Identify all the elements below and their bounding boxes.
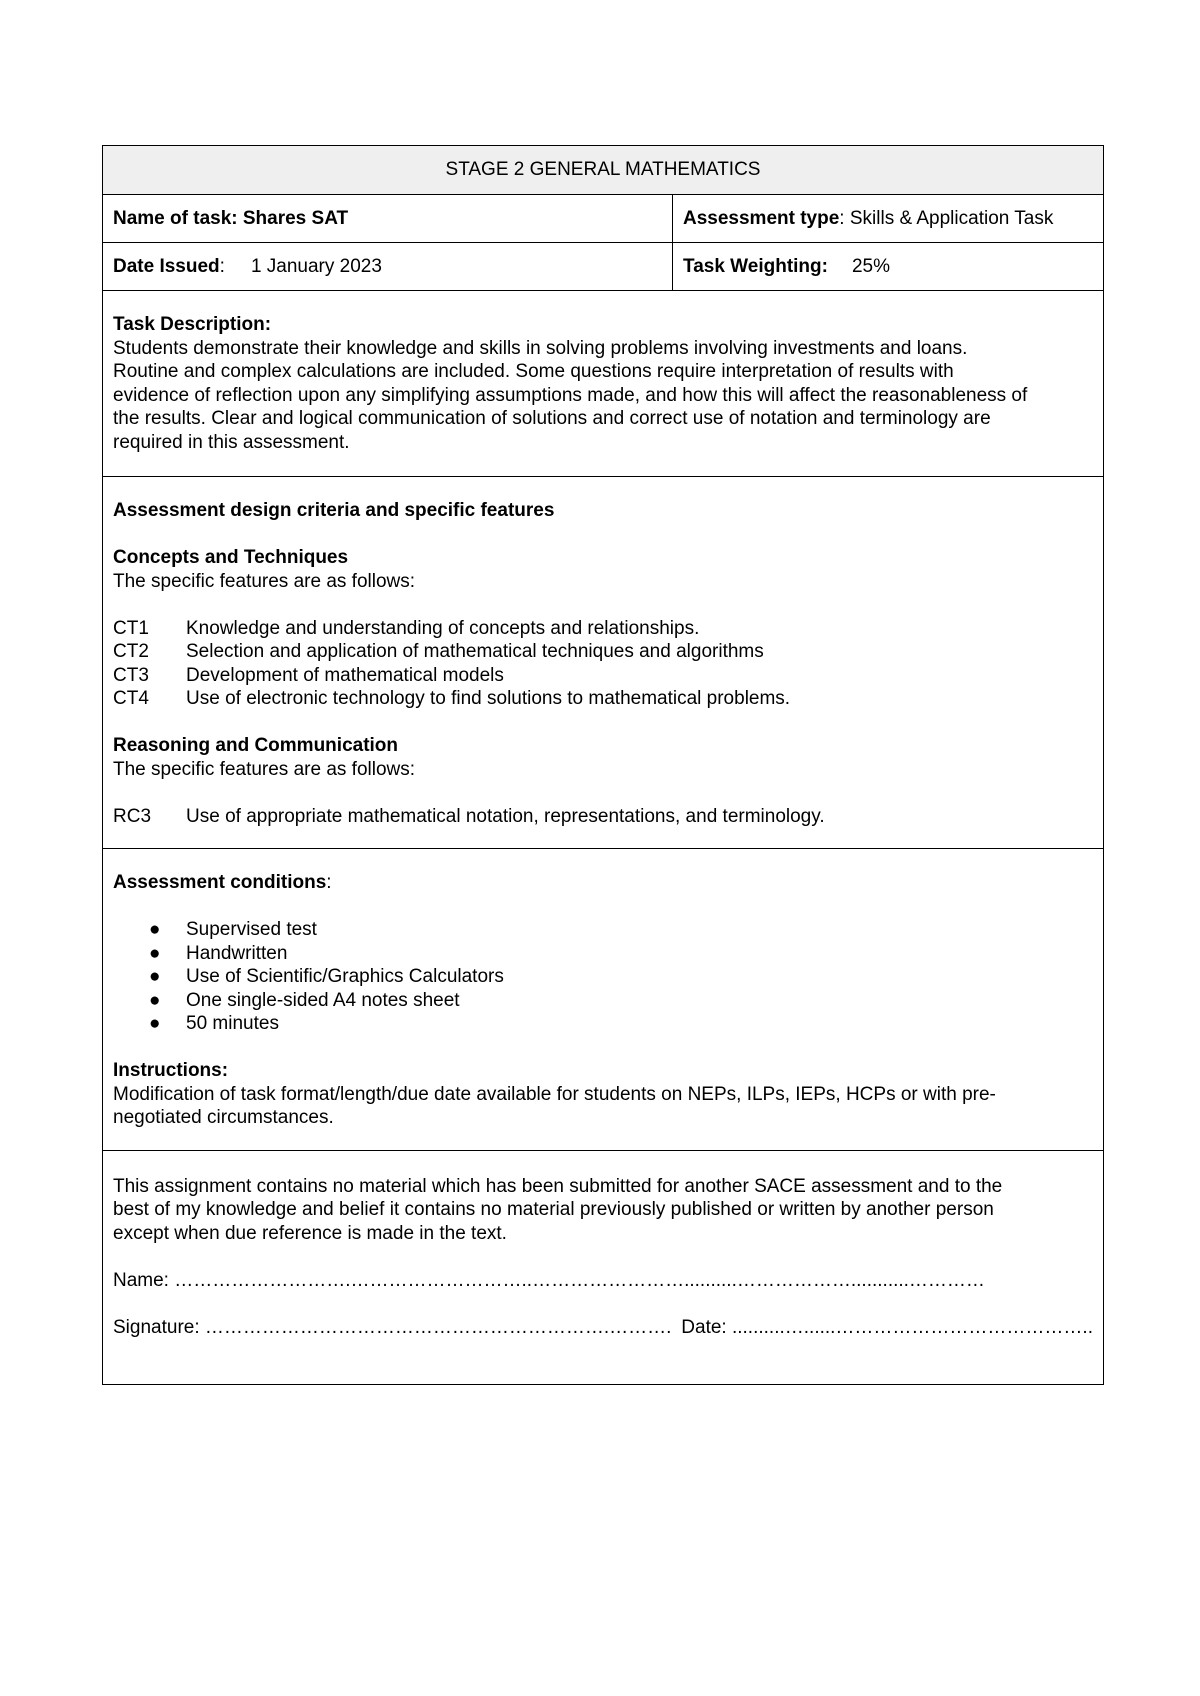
task-description-section (103, 291, 1103, 477)
criteria-item (113, 640, 1093, 664)
list-item (113, 1012, 1093, 1036)
date-issued-label: Date Issued (113, 255, 220, 277)
date-issued-cell (103, 243, 673, 290)
list-item (113, 989, 1093, 1013)
criteria-code: CT4 (113, 688, 149, 709)
date-field-line[interactable]: Date: ..........…......………………………………….. (681, 1316, 1093, 1338)
weighting-value: 25% (851, 255, 890, 277)
date-issued-colon: : (219, 255, 225, 277)
rc-heading: Reasoning and Communication (113, 735, 399, 756)
list-item (113, 918, 1093, 942)
list-item-text: Use of Scientific/Graphics Calculators (186, 966, 504, 987)
task-description-line: Students demonstrate their knowledge and skills in solving problems involving investments and loans. (113, 337, 968, 359)
declaration-section (103, 1151, 1103, 1384)
declaration-line: This assignment contains no material which has been submitted for another SACE assessment and to the (113, 1175, 1003, 1197)
bullet-icon: ● (149, 1013, 161, 1034)
bullet-icon: ● (149, 919, 161, 940)
bullet-icon: ● (149, 966, 161, 987)
date-issued-value: 1 January 2023 (250, 255, 382, 277)
bullet-icon: ● (149, 989, 161, 1011)
rc-intro: The specific features are as follows: (113, 758, 416, 780)
declaration-line: best of my knowledge and belief it contains no material previously published or written by another person (113, 1199, 994, 1220)
assessment-type-label: Assessment type (683, 207, 840, 229)
list-item (113, 965, 1093, 989)
criteria-text: Development of mathematical models (186, 664, 504, 686)
criteria-item (113, 617, 1093, 641)
task-info-row (103, 195, 1103, 243)
task-name-cell (103, 195, 673, 242)
criteria-text: Use of electronic technology to find solutions to mathematical problems. (186, 688, 791, 709)
list-item-text: 50 minutes (186, 1013, 279, 1034)
assessment-type-cell (673, 195, 1103, 242)
conditions-list (113, 918, 1093, 1036)
signature-field-line[interactable]: Signature: ……………………………………………………….………. (113, 1316, 672, 1338)
task-sheet (102, 145, 1104, 1385)
ct-intro: The specific features are as follows: (113, 570, 416, 592)
list-item-text: One single-sided A4 notes sheet (186, 989, 460, 1011)
conditions-heading-line (113, 871, 1093, 895)
page-title: STAGE 2 GENERAL MATHEMATICS (445, 159, 761, 181)
conditions-section (103, 849, 1103, 1151)
task-description-line: Routine and complex calculations are included. Some questions require interpretation of results with (113, 361, 954, 382)
instructions-line: negotiated circumstances. (113, 1107, 334, 1128)
instructions-line: Modification of task format/length/due date available for students on NEPs, ILPs, IEPs, HCPs or with pre- (113, 1083, 996, 1105)
criteria-code: RC3 (113, 805, 152, 827)
criteria-heading: Assessment design criteria and specific features (113, 500, 555, 521)
criteria-item (113, 687, 1093, 711)
weighting-label: Task Weighting: (683, 255, 828, 277)
criteria-item (113, 805, 1093, 829)
task-description-heading: Task Description: (113, 314, 272, 335)
criteria-text: Selection and application of mathematical techniques and algorithms (186, 641, 764, 662)
criteria-text: Use of appropriate mathematical notation, representations, and terminology. (186, 805, 825, 827)
ct-heading: Concepts and Techniques (113, 547, 349, 568)
criteria-code: CT3 (113, 664, 149, 686)
criteria-text: Knowledge and understanding of concepts and relationships. (186, 617, 700, 639)
task-description-line: the results. Clear and logical communication of solutions and correct use of notation and terminology are (113, 408, 991, 429)
assessment-type-value: : Skills & Application Task (839, 207, 1054, 229)
conditions-heading: Assessment conditions (113, 872, 327, 893)
weighting-cell (673, 243, 1103, 290)
name-field-line[interactable]: Name: ……………………….………………………..……………………..........………………...........………… (113, 1270, 985, 1291)
signature-date-line (113, 1316, 1093, 1340)
list-item-text: Supervised test (186, 919, 317, 940)
criteria-code: CT2 (113, 641, 149, 662)
criteria-item (113, 664, 1093, 688)
header-row (103, 146, 1103, 195)
task-description-line: required in this assessment. (113, 431, 350, 453)
criteria-section (103, 477, 1103, 849)
list-item-text: Handwritten (186, 942, 288, 964)
date-weighting-row (103, 243, 1103, 291)
bullet-icon: ● (149, 942, 161, 964)
criteria-code: CT1 (113, 617, 149, 639)
list-item (113, 942, 1093, 966)
task-description-line: evidence of reflection upon any simplifying assumptions made, and how this will affect the reasonableness of (113, 384, 1028, 406)
instructions-heading: Instructions: (113, 1060, 229, 1081)
declaration-line: except when due reference is made in the text. (113, 1222, 507, 1244)
task-name: Name of task: Shares SAT (113, 207, 349, 229)
conditions-heading-colon: : (326, 872, 332, 893)
